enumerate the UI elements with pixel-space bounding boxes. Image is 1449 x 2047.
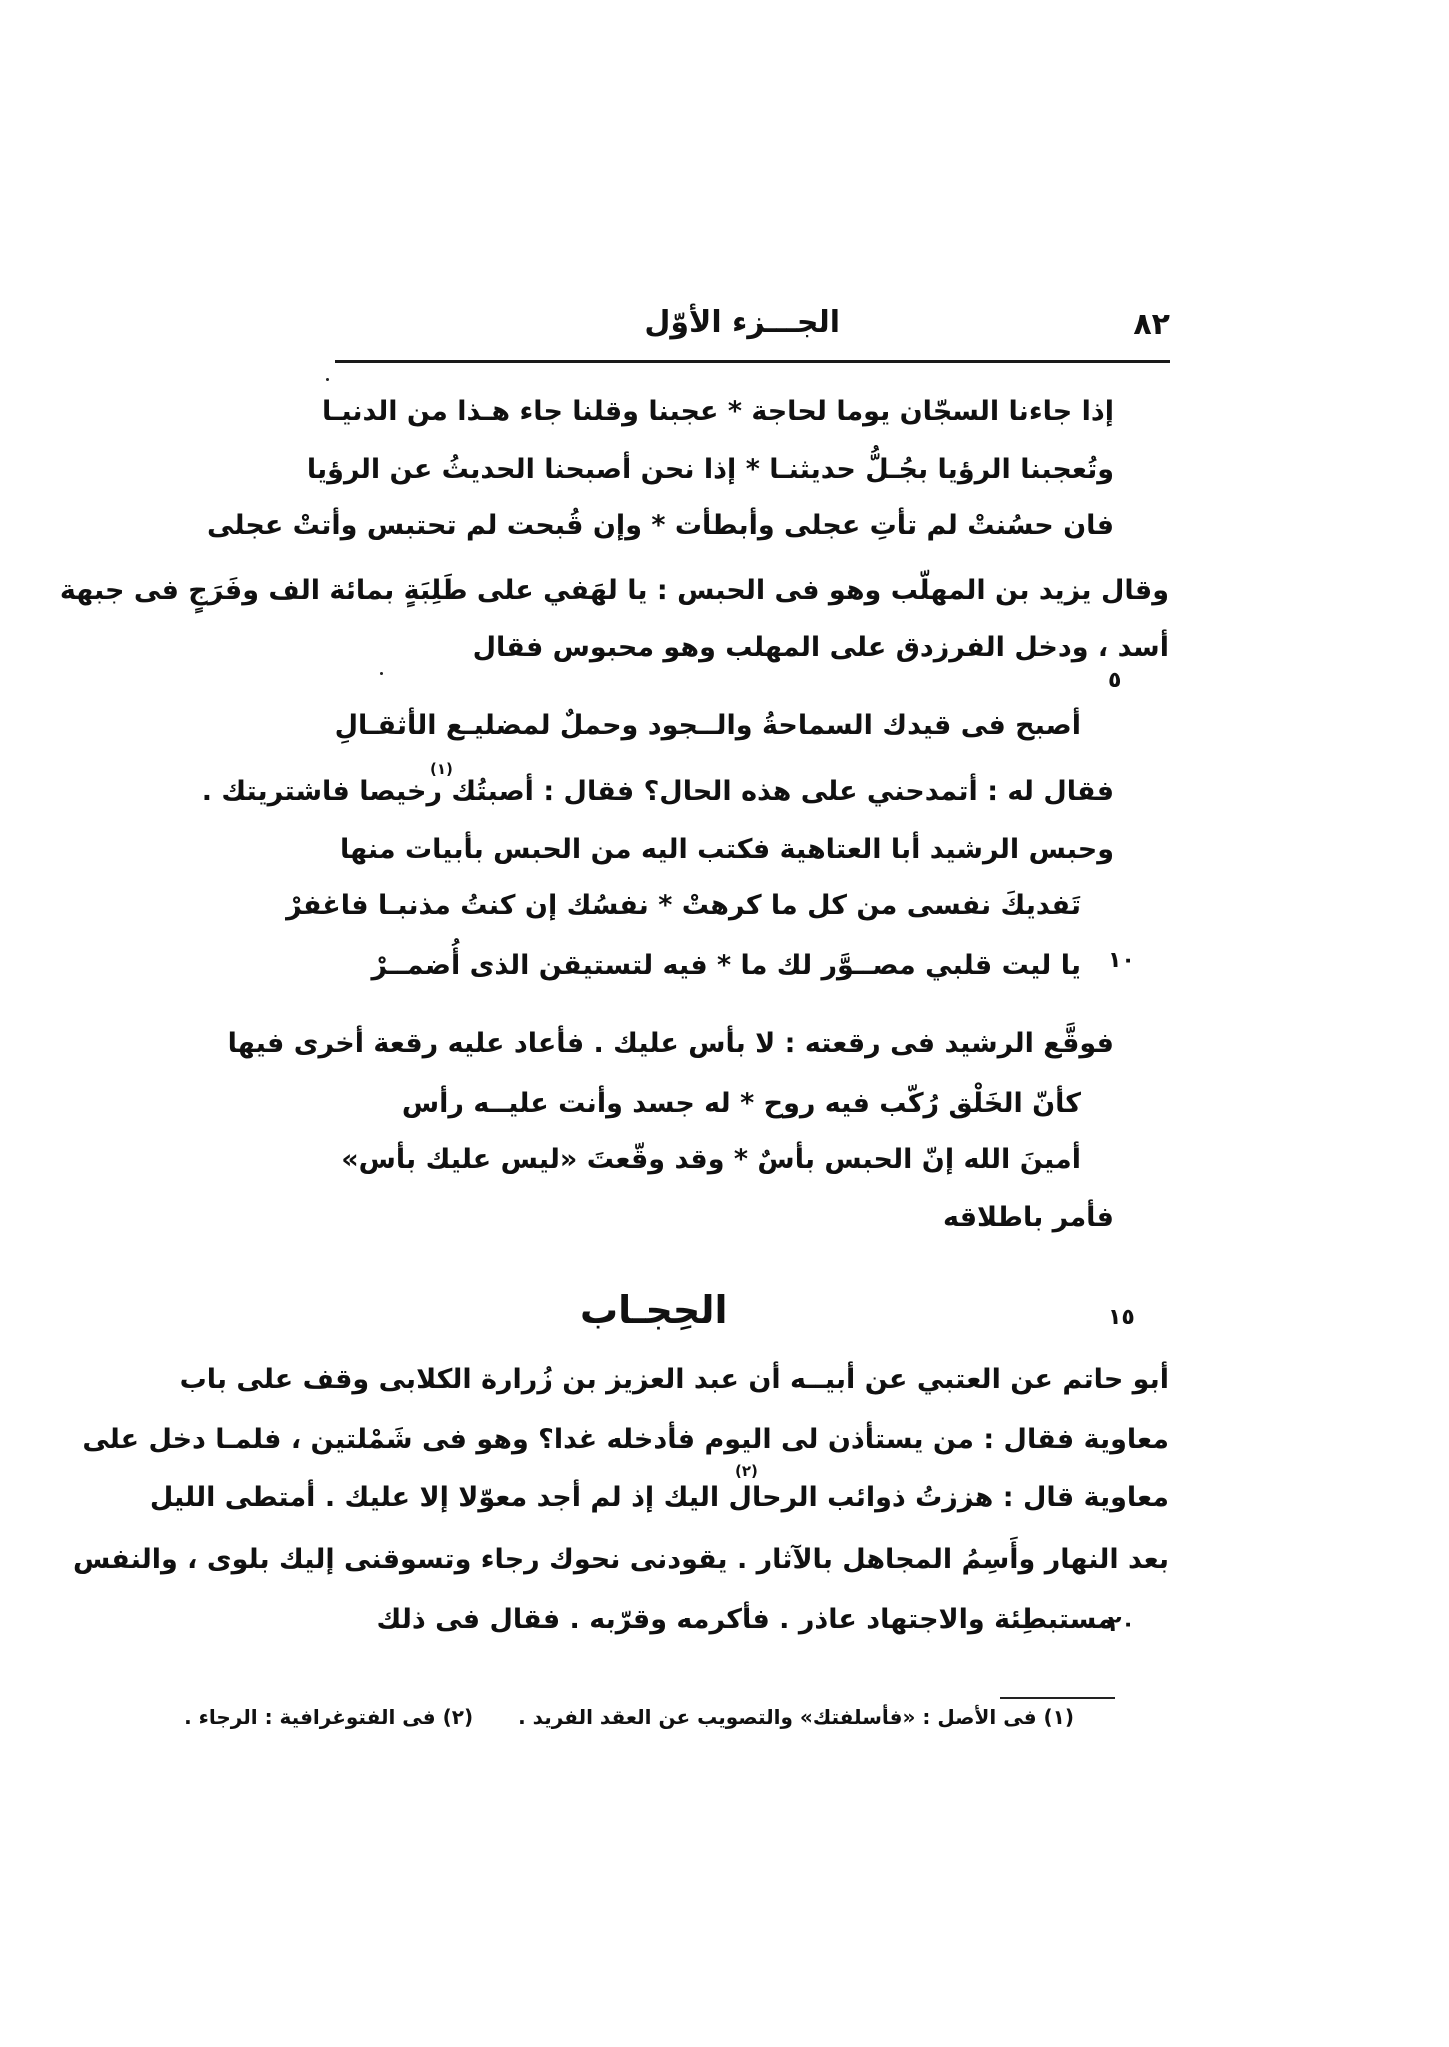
running-title: الجـــزء الأوّل	[644, 305, 840, 340]
section-heading: الحِجـاب	[580, 1288, 728, 1332]
prose-line-17: معاوية قال : هززتُ ذوائب الرحال اليك إذ لم أجد معوّلا إلا عليك . أمتطى الليل	[149, 1482, 1169, 1513]
verse-line-2: وتُعجبنا الرؤيا بجُـلُّ حديثنـا * إذا نحن أصبحنا الحديثُ عن الرؤيا	[306, 454, 1114, 485]
footnote-mark-2: (٢)	[735, 1462, 758, 1480]
margin-line-number-5: ٥	[1108, 668, 1122, 693]
prose-line-7: فقال له : أتمدحني على هذه الحال؟ فقال : أصبتُك رخيصا فاشتريتك .	[201, 776, 1114, 807]
prose-line-16: معاوية فقال : من يستأذن لى اليوم فأدخله غدا؟ وهو فى شَمْلتين ، فلمـا دخل على	[82, 1424, 1169, 1455]
margin-line-number-15: ١٥	[1108, 1305, 1135, 1330]
margin-line-number-20: ٢٠	[1108, 1612, 1135, 1637]
verse-line-10: يا ليت قلبي مصــوَّر لك ما * فيه لتستيقن الذى أُضمــرْ	[371, 950, 1081, 981]
verse-line-9: تَفديكَ نفسى من كل ما كرهتْ * نفسُك إن كنتُ مذنبـا فاغفرْ	[286, 890, 1081, 921]
print-speck	[326, 378, 329, 381]
verse-line-1: إذا جاءنا السجّان يوما لحاجة * عجبنا وقلنا جاء هـذا من الدنيـا	[321, 396, 1114, 427]
margin-line-number-10: ١٠	[1108, 948, 1135, 973]
prose-line-15: أبو حاتم عن العتبي عن أبيــه أن عبد العزيز بن زُرارة الكلابى وقف على باب	[179, 1364, 1169, 1395]
prose-line-5: أسد ، ودخل الفرزدق على المهلب وهو محبوس فقال	[472, 632, 1169, 663]
prose-line-18: بعد النهار وأَسِمُ المجاهل بالآثار . يقودنى نحوك رجاء وتسوقنى إليك بلوى ، والنفس	[72, 1544, 1169, 1575]
footnote-1: (١) فى الأصل : «فأسلفتك» والتصويب عن العقد الفريد .	[518, 1705, 1074, 1729]
footnote-rule	[1000, 1697, 1115, 1699]
page-number: ٨٢	[1133, 307, 1170, 342]
page-header	[335, 305, 1170, 353]
prose-line-4: وقال يزيد بن المهلّب وهو فى الحبس : يا لهَفي على طَلِبَةٍ بمائة الف وفَرَجٍ فى جبهة	[59, 575, 1169, 606]
footnotes	[139, 1705, 1074, 1729]
verse-line-13: أمينَ الله إنّ الحبس بأسٌ * وقد وقّعتَ «ليس عليك بأس»	[341, 1144, 1081, 1175]
verse-line-6: أصبح فى قيدك السماحةُ والــجود وحملٌ لمضليـع الأثقـالِ	[334, 710, 1081, 741]
header-rule	[335, 360, 1170, 363]
prose-line-19: مستبطِئة والاجتهاد عاذر . فأكرمه وقرّبه . فقال فى ذلك	[376, 1604, 1114, 1635]
prose-line-14: فأمر باطلاقه	[943, 1202, 1114, 1233]
verse-line-3: فان حسُنتْ لم تأتِ عجلى وأبطأت * وإن قُبحت لم تحتبس وأتتْ عجلى	[207, 510, 1114, 541]
print-speck	[380, 672, 383, 675]
prose-line-11: فوقَّع الرشيد فى رقعته : لا بأس عليك . فأعاد عليه رقعة أخرى فيها	[227, 1028, 1114, 1059]
footnote-mark-1: (١)	[430, 760, 453, 778]
verse-line-12: كأنّ الخَلْق رُكّب فيه روح * له جسد وأنت عليــه رأس	[401, 1088, 1081, 1119]
footnote-2: (٢) فى الفتوغرافية : الرجاء .	[184, 1705, 474, 1729]
prose-line-8: وحبس الرشيد أبا العتاهية فكتب اليه من الحبس بأبيات منها	[339, 834, 1114, 865]
